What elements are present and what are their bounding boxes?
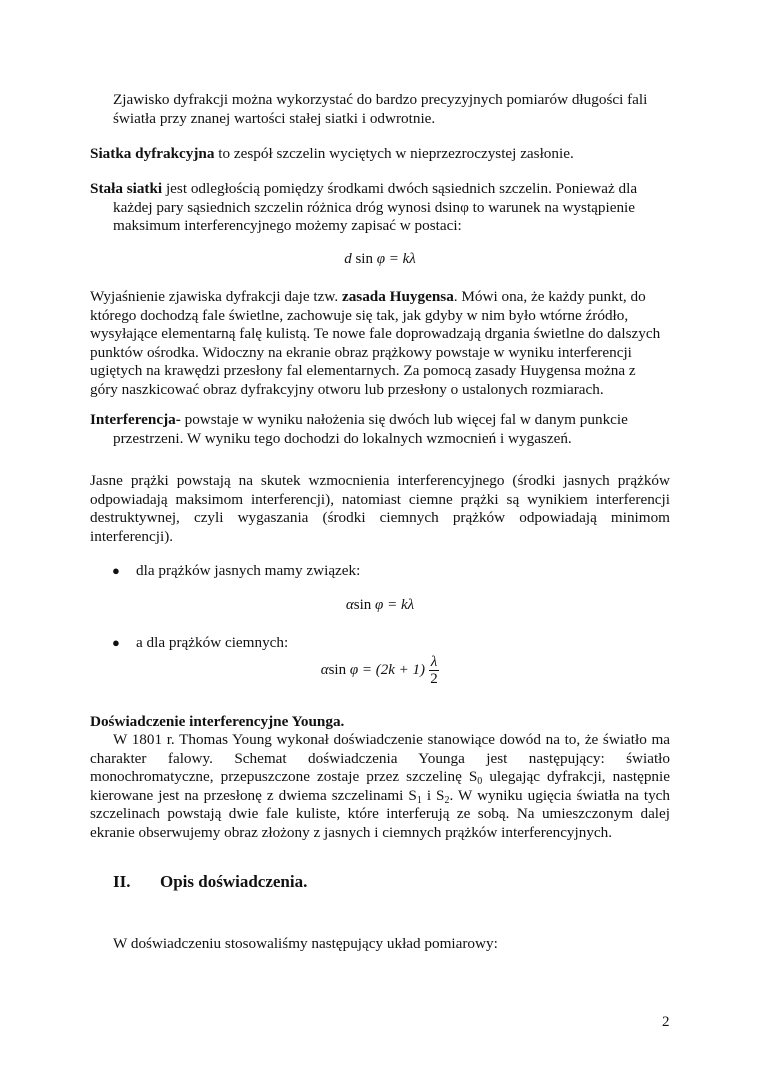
term-bold: Siatka dyfrakcyjna [90,145,215,162]
page-number: 2 [662,1014,670,1030]
equation-grating: d sin φ = kλ [344,251,416,267]
equation-bright-fringes: αsin φ = kλ [345,597,415,613]
fringes-paragraph: Jasne prążki powstają na skutek wzmocnienia interferencyjnego (środki jasnych prążków odpowiadają maksimom interferencji), natomiast ciemne prążki są wynikiem interferencji destruktywnej, czyli wygaszania (środki ciemnych prążków odpowiadają minimom interferencji). [90,472,670,545]
definition-text: to zespół szczelin wyciętych w nieprzezroczystej zasłonie. [214,145,574,162]
bullet-icon: ● [112,635,120,650]
equation-dark-fringes: αsin φ = (2k + 1) $\frac{\lambda}{2}$ [320,654,438,688]
definition-grating-constant: Stała siatki jest odległością pomiędzy środkami dwóch sąsiednich szczelin. Ponieważ dla każdej pary sąsiednich szczelin różnica dróg wynosi dsinφ to warunek na wystąpienie maksimum interferencyjnego możemy zapisać w postaci: [90,180,638,234]
term-bold: Stała siatki [90,180,163,197]
fraction: $\frac{\lambda}{2}$ [430,654,438,688]
definition-diffraction-grating [90,145,574,164]
term-bold: zasada Huygensa [341,288,454,305]
section-number: II. [113,872,131,891]
setup-paragraph: W doświadczeniu stosowaliśmy następujący układ pomiarowy: [113,935,498,952]
bullet-icon: ● [112,563,120,578]
bullet-dark-fringes: a dla prążków ciemnych: [136,634,289,651]
huygens-paragraph: Wyjaśnienie zjawiska dyfrakcji daje tzw. zasada Huygensa. Mówi ona, że każdy punkt, do którego dochodzą fale świetlne, zachowuje się tak, jak gdyby w nim było wtórne źródło, wysyłające elementarną falę kulistą. Te nowe fale doprowadzają drgania świetlne do dalszych punktów ośrodka. Widoczny na ekranie obraz prążkowy powstaje w wyniku interferencji ugiętych na krawędzi przesłony fal elementarnych. Za pomocą zasady Huygensa można z góry naszkicować obraz dyfrakcyjny otworu lub przesłony o ustalonych rozmiarach. [90,288,661,398]
text-line: światła przy znanej wartości stałej siatki i odwrotnie. [113,109,436,127]
text-line: Zjawisko dyfrakcji można wykorzystać do bardzo precyzyjnych pomiarów długości fali [113,91,648,108]
definition-interference: Interferencja- powstaje w wyniku nałożenia się dwóch lub więcej fal w danym punkcie przestrzeni. W wyniku tego dochodzi do lokalnych wzmocnień i wygaszeń. [90,411,628,447]
section-title: Opis doświadczenia. [160,872,308,891]
intro-paragraph [113,91,647,128]
term-bold: Interferencja- [90,411,181,428]
young-paragraph: W 1801 r. Thomas Young wykonał doświadczenie stanowiące dowód na to, że światło ma charakter falowy. Schemat doświadczenia Younga jest następujący: światło monochromatyczne, przepuszczone zostaje przez szczelinę $S_0$ ulegając dyfrakcji, następnie kierowane jest na przesłonę z dwiema szczelinami $S_1$ i $S_2$. W wyniku ugięcia światła na tych szczelinach powstają dwie fale kuliste, które interferują ze sobą. Na umieszczonym dalej ekranie obserwujemy obraz złożony z jasnych i ciemnych prążków interferencyjnych. [90,731,671,841]
young-title: Doświadczenie interferencyjne Younga. [90,713,345,730]
bullet-bright-fringes: dla prążków jasnych mamy związek: [136,562,361,579]
